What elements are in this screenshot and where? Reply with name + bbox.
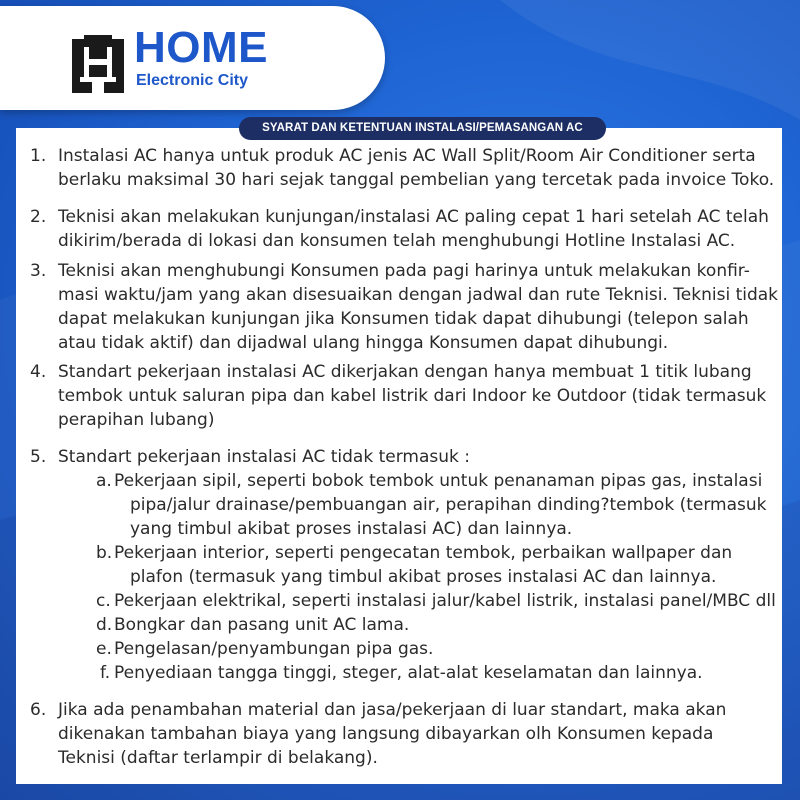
term-item-6 — [30, 698, 778, 770]
term-line: Teknisi akan melakukan kunjungan/instalasi AC paling cepat 1 hari setelah AC telah — [58, 207, 769, 227]
section-title: SYARAT DAN KETENTUAN INSTALASI/PEMASANGAN AC — [239, 117, 606, 140]
term-line: Jika ada penambahan material dan jasa/pekerjaan di luar standart, maka akan — [58, 700, 727, 720]
term-line: dapat melakukan kunjungan jika Konsumen tidak dapat dihubungi (telepon salah — [58, 309, 749, 329]
subitem-line: plafon (termasuk yang timbul akibat proses instalasi AC dan lainnya. — [130, 567, 717, 587]
term-line: dikirim/berada di lokasi dan konsumen telah menghubungi Hotline Instalasi AC. — [58, 231, 736, 251]
term-item-3 — [30, 259, 778, 355]
term-number: 5. — [30, 447, 47, 467]
term-line: dikenakan tambahan biaya yang langsung dibayarkan olh Konsumen kepada — [58, 724, 714, 744]
term-line: masi waktu/jam yang akan disesuaikan dengan jadwal dan rute Teknisi. Teknisi tidak — [58, 285, 779, 305]
brand-logo-card — [0, 6, 385, 110]
subitem-letter: a. — [96, 471, 112, 491]
terms-list — [30, 144, 778, 770]
term-line: Teknisi akan menghubungi Konsumen pada pagi harinya untuk melakukan konfir- — [58, 261, 750, 281]
term-item-4 — [30, 360, 778, 432]
term-line: tembok untuk saluran pipa dan kabel listrik dari Indoor ke Outdoor (tidak termasuk — [58, 386, 767, 406]
subitem-letter: d. — [96, 615, 113, 635]
term-number: 2. — [30, 207, 47, 227]
term-subitem-e — [30, 637, 778, 661]
subitem-line: Pekerjaan interior, seperti pengecatan tembok, perbaikan wallpaper dan — [114, 543, 733, 563]
term-subitem-d — [30, 613, 778, 637]
term-line: Standart pekerjaan instalasi AC tidak termasuk : — [58, 447, 471, 467]
subitem-letter: c. — [96, 591, 111, 611]
term-subitem-b — [30, 541, 778, 589]
subitem-line: Penyediaan tangga tinggi, steger, alat-alat keselamatan dan lainnya. — [114, 663, 703, 683]
term-subitem-a — [30, 469, 778, 541]
subitem-line: pipa/jalur drainase/pembuangan air, perapihan dinding?tembok (termasuk — [130, 495, 767, 515]
term-subitem-f — [30, 661, 778, 685]
subitem-letter: b. — [96, 543, 113, 563]
subitem-letter: e. — [96, 639, 112, 659]
home-building-icon — [68, 33, 128, 95]
term-line: Teknisi (daftar terlampir di belakang). — [58, 748, 378, 768]
brand-name: HOME — [134, 23, 268, 72]
term-number: 1. — [30, 146, 47, 166]
subitem-line: Pekerjaan elektrikal, seperti instalasi jalur/kabel listrik, instalasi panel/MBC dll — [114, 591, 776, 611]
term-item-5 — [30, 445, 778, 469]
term-line: atau tidak aktif) dan dijadwal ulang hingga Konsumen dapat dihubungi. — [58, 333, 669, 353]
subitem-line: yang timbul akibat proses instalasi AC) dan lainnya. — [130, 519, 573, 539]
term-item-1 — [30, 144, 778, 192]
term-number: 6. — [30, 700, 47, 720]
term-item-2 — [30, 205, 778, 253]
term-line: perapihan lubang) — [58, 410, 215, 430]
subitem-line: Pengelasan/penyambungan pipa gas. — [114, 639, 434, 659]
subitem-line: Pekerjaan sipil, seperti bobok tembok untuk penanaman pipas gas, instalasi — [114, 471, 763, 491]
brand-subtitle: Electronic City — [136, 72, 249, 89]
term-line: Instalasi AC hanya untuk produk AC jenis AC Wall Split/Room Air Conditioner serta — [58, 146, 756, 166]
term-subitem-c — [30, 589, 778, 613]
term-number: 4. — [30, 362, 47, 382]
subitem-line: Bongkar dan pasang unit AC lama. — [114, 615, 410, 635]
term-line: Standart pekerjaan instalasi AC dikerjakan dengan hanya membuat 1 titik lubang — [58, 362, 752, 382]
term-line: berlaku maksimal 30 hari sejak tanggal pembelian yang tercetak pada invoice Toko. — [58, 170, 775, 190]
subitem-letter: f. — [100, 663, 111, 683]
term-number: 3. — [30, 261, 47, 281]
